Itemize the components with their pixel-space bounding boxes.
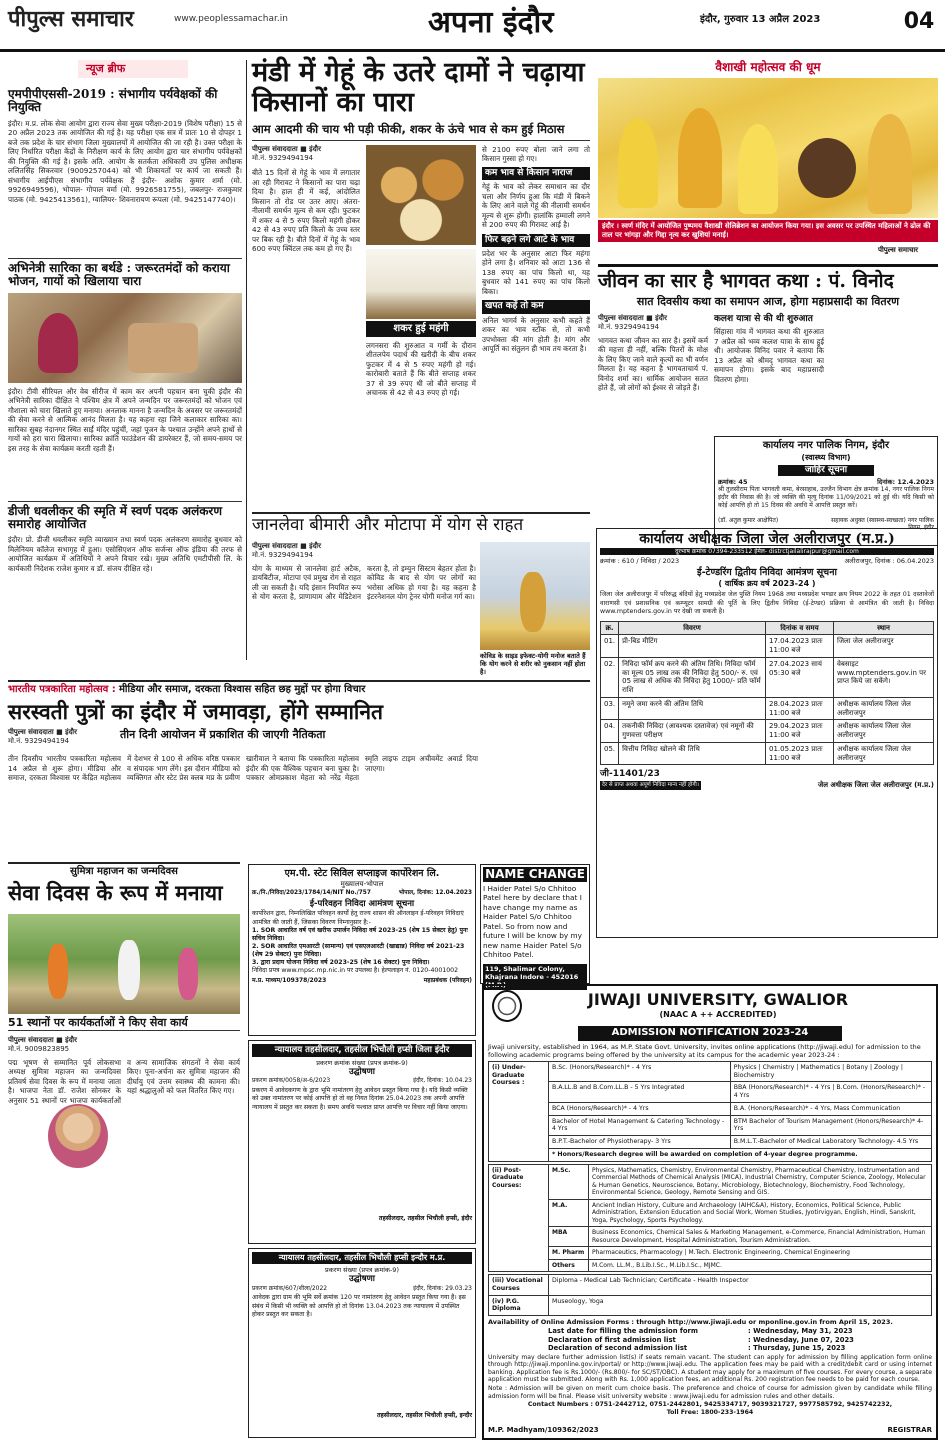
- brief-2-title: अभिनेत्री सारिका का बर्थडे : जरूरतमंदों को कराया भोजन, गायों को खिलाया चारा: [8, 258, 242, 289]
- sumitra-kicker: सुमित्रा महाजन का जन्मदिवस: [70, 866, 178, 877]
- bhagwat-sub-body: सिंहासा गांव में भागवत कथा की शुरुआत 7 अप्रैल को भव्य कलश यात्रा के साथ हुई थी। आयोजक विनिद पवार ने बताया कि 13 अप्रैल को श्रीमद् भागवत कथा का समापन होगा। इसके बाद महाप्रसादी वितरण होगा।: [714, 327, 824, 384]
- mandi-body-1: बीते 15 दिनों से गेहूं के भाव में लगातार आ रही गिरावट ने किसानों का पारा चढ़ा दिया है। हाल ही में कई, आंदोलित किसान तो रोड पर उतर आए। अंतरा-नीलामी समर्थन मूल्य से कम रही। फुटकर में शकर 4 से 5 रुपए किलो महंगी होकर 42 से 43 रुपए प्रति किलो के उच्च स्तर पर बिक रही है। बीते दिनों में गेहूं के भाव 600 रुपए क्विंटल तक कम हो गए हैं।: [252, 168, 360, 254]
- dateline: इंदौर, गुरुवार 13 अप्रैल 2023: [700, 14, 821, 25]
- bhichholi-2-form: प्रकरण संख्या (प्रपत्र क्रमांक-9): [325, 1266, 399, 1274]
- nagar-notice-sign-2: सहायक अधुक्त (स्वास्थ्य-स्वच्छता) नगर पालिक निगम, इंदौर: [831, 516, 934, 532]
- table-cell: Physics, Mathematics, Chemistry, Environmental Chemistry, Pharmaceutical Chemistry, Instrumentation and Commercial Methods of Chemical Analysis (MICA), Industrial Chemistry, Computer Science, Zoology, Molecular & Human Genetics, Neuroscience, Botany, Microbiology, Biotechnology, Biochemistry, Food Technology, Environmental Science, Geology, Remote Sensing and GIS.: [589, 1164, 932, 1199]
- mp-civil-footer-left: म.प्र. माध्यम/109378/2023: [252, 976, 327, 984]
- jiwaji-contact: Contact Numbers : 0751-2442712, 0751-2442801, 9425334717, 9039321727, 9977585792, 9425742232,: [527, 1401, 893, 1409]
- sumitra-mobile: मो.नं. 9009823895: [8, 1044, 70, 1053]
- patrakarita-kicker-rest: मीडिया और समाज, दरकता विश्वास सहित छह मुद्दों पर होगा विचार: [118, 684, 366, 695]
- table-cell: 17.04.2023 प्रातः 11:00 बजे: [766, 635, 834, 658]
- table-row: [489, 1247, 932, 1260]
- vaishakhi-photo: [598, 78, 938, 218]
- yoga-story: [252, 516, 590, 678]
- mp-civil-item-3: 3. द्वारा प्रदाय योजना निविदा वर्ष 2023-25 (शेष 16 सेक्टर) पुनः निविदा।: [252, 958, 430, 966]
- jail-tender-body: जिला जेल अलीराजपुर में परिरुद्ध बंदियों हेतु मध्यप्रदेश जेल पुस्ति नियम 1968 तथा मध्यप्रदेश भण्डार क्रय नियम 2022 के तहत 01 दस्तावेजों वाराणसी एवं प्रशासनिक एवं कम्प्यूटर सामग्री की पूर्ति के लिए द्वितीय निविदा (ई-टेण्डर) प्रक्रिया से आमंत्रित की जाती है। निविदा www.mptenders.gov.in पर देखी जा सकती है।: [600, 591, 934, 616]
- bhichholi-2-body: आवेदक द्वारा ग्राम की भूमि सर्वे क्रमांक 120 पर नामांतरण हेतु आवेदन प्रस्तुत किया गया है। इस संबंध में किसी भी व्यक्ति को आपत्ति हो तो दिनांक 13.04.2023 तक न्यायालय में उपस्थित होकर प्रस्तुत कर सकता है।: [252, 1294, 466, 1318]
- jiwaji-banner: ADMISSION NOTIFICATION 2023-24: [578, 1026, 842, 1041]
- bhichholi-2-date: इंदौर, दिनांक: 29.03.23: [413, 1284, 472, 1292]
- list-item: Last date for filling the admission form : Wednesday, May 31, 2023: [548, 1327, 853, 1336]
- table-cell: 28.04.2023 प्रातः 11:00 बजे: [766, 697, 834, 720]
- table-row: [601, 742, 934, 765]
- table-cell: जिला जेल अलीराजपुर: [834, 635, 934, 658]
- bhichholi-2-ref: प्रकरण क्रमांक/607/शीला/2022: [252, 1284, 328, 1292]
- mp-civil-title: एम.पी. स्टेट सिविल सप्लाइज कार्पोरेशन लि.: [284, 868, 440, 879]
- table-cell: अधीक्षक कार्यालय जिला जेल अलीराजपुर: [834, 742, 934, 765]
- mandi-story: [252, 58, 590, 508]
- sarika-photo: [8, 293, 242, 383]
- jiwaji-footer-left: M.P. Madhyam/109362/2023: [488, 1426, 599, 1435]
- nagar-notice-sign-1: (डाॅ. अतुल कुमार आक्षेपित): [718, 516, 779, 524]
- brief-1-body: इंदौर। म.प्र. लोक सेवा आयोग द्वारा राज्य सेवा मुख्य परीक्षा-2019 (विशेष परीक्षा) 15 से 20 अप्रैल 2023 तक आयोजित की गई है। यह परीक्षा एक सत्र में प्रातः 10 से दोपहर 1 बजे तक प्रदेश के चार संभाग जिला मुख्यालयों में आयोजित की जा रही है। उक्त परीक्षा के लिए निर्धारित परीक्षा केंद्रों के निरीक्षण कार्य के लिए आयोग द्वारा चार संभागीय पर्यवेक्षकों की नियुक्ति की गई है। इसके अति. आयोग के सतर्कता अधिकारी उप पुलिस अधीक्षक ललितसिंह सिकरवार (9009257044) को भी शिकायतों पर कार्य जा सकती हैं। संभागीय आईपीएस संभागीय पर्यवेक्षक हैं इंदौर- अशोक कुमार शर्मा (मो. 9926949596), भोपाल- गोपाल वर्मा (मो. 9926581755), जबलपुर- राजकुमार पाठक (मो. 9425413561), ग्वालियर- शिवनारायण रूपला (मो. 9425147740)।: [8, 118, 242, 204]
- jiwaji-dates: [548, 1327, 932, 1352]
- mandi-side-heading-3: खपत कहें तो कम: [482, 300, 590, 313]
- mp-civil-item-1: 1. SOR आधारित वर्ष एवं खरीफ उपार्जन निविदा वर्ष 2023-25 (शेष 15 सेक्टर हेतु) पुनः सचिव निविदा।: [252, 926, 468, 942]
- table-cell: निविदा फॉर्म क्रय करने की अंतिम तिथि। निविदा फॉर्म का मूल्य 05 लाख तक की निविदा हेतु 500/- रु. एवं 05 लाख से अधिक की निविदा हेतु 1000/- प्रति फॉर्म राशि: [619, 657, 766, 697]
- brief-2-body: इंदौर। टीवी सीरियल और वेब सीरीज में काम कर अपनी पहचान बना चुकी इंदौर की अभिनेत्री सारिका दीक्षित ने पश्चिम क्षेत्र में अपने जन्मदिन पर जरूरतमंदों को भोजन एवं गौशाला को चारा खिलाते हुए मनाया। अनलाक मानना है जन्मदिन के अवसर पर जरूरतमंदों की सेवा करने से आत्मिक आनंद मिलता है। यह कहना रहा जिने कलाकार सारिका का। सारिका सुबह नंदानगर स्थित साईं मंदिर पहुंचीं, जहां पूजन के पश्चात उन्होंने अपने हाथों से गायों को हरा चारा खिलाया। सारिका क्रांति फाउंडेशन की डायरेक्टर हैं, जो समय-समय पर इस तरह के सेवा कार्यक्रम करती रहती हैं।: [8, 386, 242, 453]
- mandi-side-body-2: प्रदेश भर के अनुसार आटा फिर महंगा होने लगा है। शनिवार को आटा 136 से 138 रुपए का पांच किलो था, यह बुधवार को 141 रुपए का पांच किलो बिका।: [482, 248, 590, 296]
- section-title: अपना इंदौर: [428, 5, 554, 40]
- masthead: [0, 0, 945, 52]
- table-cell: BCA (Honors/Research)* - 4 Yrs: [549, 1102, 731, 1115]
- vaishakhi-credit: पीपुल्स समाचार: [878, 246, 919, 254]
- mp-civil-footer-right: महाप्रबंधक (परिवहन): [423, 976, 472, 984]
- bhichholi-1-body: प्रकरण में आवेदकगण के द्वारा भूमि नामांतरण हेतु आवेदन प्रस्तुत किया गया है। यदि किसी व्यक्ति को उक्त नामांतरण पर कोई आपत्ति हो तो वह नियत दिनांक 25.04.2023 तक अपनी आपत्ति न्यायालय में प्रस्तुत कर सकता है। समय अवधि पश्चात प्राप्त आपत्ति पर विचार नहीं किया जाएगा।: [252, 1086, 468, 1111]
- jiwaji-ug-table: [488, 1061, 932, 1162]
- nagar-notice-date: दिनांक: 12.4.2023: [877, 477, 934, 486]
- mp-civil-body: कार्पोरेशन द्वारा, निम्नलिखित परिवहन कार्यों हेतु राज्य शासन की ऑनलाइन ई-परिवहन निविदाएं आमंत्रित की जाती हैं, जिसका विवरण निम्नानुसार है:-: [252, 910, 464, 926]
- bhagwat-mobile: मो.नं. 9329494194: [598, 322, 660, 331]
- bhichholi-2-sign: तहसीलदार, तहसील भिचौली हप्सी, इन्दौर: [377, 1412, 472, 1420]
- sumitra-body: पद्म भूषण से सम्मानित पूर्व लोकसभा अध्यक्ष सुमित्रा महाजन का जन्मदिवस प्रतिवर्ष सेवा दिवस के रूप में मनाया जाता है। भाजपा नेता डॉ. राजेश सोनकर के अनुसार 51 स्थानों पर भाजपा कार्यकर्ताओं व अन्य सामाजिक संगठनों ने सेवा कार्य किए। पूना-अर्चना कर सुमित्रा महाजन की दीर्घायु एवं उत्तम स्वास्थ्य की कामना की। यहां श्रद्धालुओं को फल वितरित किए गए।: [8, 1057, 240, 1105]
- column-rule: [246, 60, 247, 660]
- jiwaji-title: JIWAJI UNIVERSITY, GWALIOR: [587, 990, 849, 1009]
- table-row: [601, 697, 934, 720]
- patrakarita-inner-head: तीन दिनी आयोजन में प्रकाशित की जाएगी नैतिकता: [120, 728, 326, 741]
- jiwaji-tollfree: Toll Free: 1800-233-1964: [666, 1408, 754, 1416]
- jiwaji-availability: Availability of Online Admission Forms : through http://www.jiwaji.edu or mponline.gov.in from April 15, 2023.: [488, 1318, 893, 1326]
- bhichholi-2-title: न्यायालय तहसीलदार, तहसील भिचौली हप्सी इन्दौर म.प्र.: [252, 1252, 472, 1264]
- jail-tender-banner: ई-टेण्डरिंग द्वितीय निविदा आमंत्रण सूचना: [697, 567, 837, 579]
- sumitra-photo-caption: 51 स्थानों पर कार्यकर्ताओं ने किए सेवा कार्य: [8, 1016, 240, 1031]
- jiwaji-footer-right: REGISTRAR: [887, 1426, 932, 1435]
- name-change-title: NAME CHANGE: [483, 867, 587, 882]
- jail-tender-footer-ref: जी-11401/23: [600, 769, 660, 780]
- jail-tender-date: अलीराजपुर, दिनांक : 06.04.2023: [844, 557, 934, 566]
- nagar-notice-body: श्री तुलसीराम पिता भागवती कमा, बेरसाहाब, उज्जैन विभाग क्षेत्र क्रमांक 14, नगर पालिक निगम इंदौर की निवास की है। जो व्यक्ति की मृत्यु दिनांक 11/09/2021 को हुई थी। यदि किसी को कोई आपत्ति हो तो 15 दिवस की अवधि में आपत्ति प्रस्तुत करें।: [718, 485, 934, 510]
- news-brief-kicker: न्यूज ब्रीफ: [78, 60, 188, 78]
- bhagwat-subhead: सात दिवसीय कथा का समापन आज, होगा महाप्रसादी का वितरण: [636, 295, 900, 309]
- mandi-byline: पीपुल्स संवाददाता ■ इंदौर: [252, 144, 321, 153]
- mandi-mobile: मो.नं. 9329494194: [252, 153, 314, 162]
- name-change-body: I Haider Patel S/o Chhitoo Patel here by declare that I have change my name as Haider Patel S/o Chhitoo Patel. So from now and future I will be know by my new name Haider Patel S/o Chhitoo Patel.: [483, 884, 582, 960]
- jiwaji-pgd-value: Museology, Yoga: [549, 1295, 932, 1316]
- sumitra-headline: सेवा दिवस के रूप में मनाया: [8, 879, 223, 905]
- table-cell: वित्तीय निविदा खोलने की तिथि: [619, 742, 766, 765]
- patrakarita-headline: सरस्वती पुत्रों का इंदौर में जमावड़ा, होंगे सम्मानित: [8, 698, 383, 724]
- table-cell: BBA (Honors/Research)* - 4 Yrs | B.Com. (Honors/Research)* - 4 Yrs: [730, 1082, 931, 1103]
- patrakarita-byline: पीपुल्स संवाददाता ■ इंदौर: [8, 728, 77, 736]
- jail-table-header: विवरण: [619, 621, 766, 635]
- sumitra-portrait: [48, 1104, 108, 1168]
- jiwaji-voc-value: Diploma - Medical Lab Technician; Certificate - Health Inspector: [549, 1275, 932, 1296]
- table-cell: Bachelor of Hotel Management & Catering Technology - 4 Yrs: [549, 1115, 731, 1136]
- table-row: [601, 657, 934, 697]
- section-rule: [8, 680, 590, 682]
- table-cell: MBA: [549, 1227, 589, 1247]
- jiwaji-fee-note: University may declare further admission list(s) if seats remain vacant. The student can apply for admission by filling application form online through http://jiwaji.mponline.gov.in/portal/ or http://www.jiwaji.edu. The application fees may be paid with a credit/debit card or using internet banking. Application fee is Rs.1000/- (Rs.800/- for SC/ST/OBC). A student may apply for a maximum of five courses. For every course, a separate application must be submitted. Along with Rs. 1,000 application fees, an additional Rs. 200 registration fee needs to be paid for each course.: [488, 1353, 932, 1384]
- mandi-side-body-3: अनिल भागर्व के अनुसार कभी कहते हैं शकर का भाव स्टॉक से, तो कभी उपभोक्ता की मांग होती है। मांग और आपूर्ति का संतुलन ही भाव तय करता है।: [482, 315, 590, 354]
- table-row: [489, 1082, 932, 1103]
- jiwaji-intro: Jiwaji university, established in 1964, as M.P. State Govt. University, invites online applications (http://jiwaji.edu) for admission to the following academic programs being offered by the university at its campus for the academic year 2023-24 :: [488, 1042, 921, 1059]
- table-cell: Pharmaceutics, Pharmacology | M.Tech. Electronic Engineering, Chemical Engineering: [589, 1247, 932, 1260]
- bhagwat-story: [598, 264, 938, 532]
- table-row: [601, 720, 934, 743]
- table-cell: नमूने जमा करने की अंतिम तिथि: [619, 697, 766, 720]
- list-item: Declaration of first admission list : Wednesday, June 07, 2023: [548, 1335, 854, 1344]
- table-row: [601, 635, 934, 658]
- brief-3-body: इंदौर। प्रो. डीजी धवलीकर स्मृति व्याख्यान तथा स्वर्ण पदक अलंकरण समारोह बुधवार को मिलेनियम कॉलेज सभागृह में हुआ। एसोसिएशन ऑफ सर्जन्स ऑफ इंडिया की तरफ से आयोजित कार्यक्रम में अतिथियों ने अपने विचार रखे। मुख्य अतिथि एमटीपीसी लि. के कार्यकारी निदेशक राजेश कुमार व डॉ. संजय दीक्षित रहे।: [8, 535, 242, 573]
- jail-table-header: दिनांक व समय: [766, 621, 834, 635]
- table-row: [489, 1259, 932, 1272]
- table-cell: 01.05.2023 प्रातः 11:00 बजे: [766, 742, 834, 765]
- vaishakhi-caption: इंदौर । स्वर्ण मंदिर में आयोजित पुष्पमय वैशाखी सेलिब्रेशन का आयोजन किया गया। इस अवसर पर उपस्थित महिलाओं ने ढोल की ताल पर भांगड़ा और गिद्दा नृत्य कर खुशियां मनाई।: [598, 220, 938, 242]
- table-cell: Ancient Indian History, Culture and Archaeology (AIHC&A), History, Economics, Political Science, Public Administration, Extension Education and Social Work, Women Studies, Jyotirvigyan, English, Hindi, Sanskrit, Yoga, Psychology, Sports Psychology.: [589, 1199, 932, 1227]
- table-cell: अधीक्षक कार्यालय जिला जेल अलीराजपुर: [834, 697, 934, 720]
- table-cell: B.A.LL.B and B.Com.LL.B - 5 Yrs Integrated: [549, 1082, 731, 1103]
- table-cell: वेबसाइट www.mptenders.gov.in पर प्राप्त किये जा सकेंगे।: [834, 657, 934, 697]
- nagar-notice-title: कार्यालय नगर पालिक निगम, इंदौर: [762, 440, 890, 451]
- nagar-notice-ref: क्रमांक: 45: [718, 477, 748, 486]
- table-cell: M. Pharm: [549, 1247, 589, 1260]
- table-cell: अधीक्षक कार्यालय जिला जेल अलीराजपुर: [834, 720, 934, 743]
- mandi-subhead: आम आदमी की चाय भी पड़ी फीकी, शकर के ऊंचे भाव से कम हुई मिठास: [252, 122, 590, 140]
- section-rule: [252, 512, 590, 514]
- table-cell: B.M.L.T.-Bachelor of Medical Laboratory Technology- 4.5 Yrs: [730, 1136, 931, 1149]
- table-row: [489, 1199, 932, 1227]
- table-row: [489, 1227, 932, 1247]
- nagar-notice-banner: जाहिर सूचना: [778, 465, 874, 476]
- table-cell: 05.: [601, 742, 619, 765]
- bhichholi-1-date: इंदौर, दिनांक: 10.04.23: [413, 1077, 472, 1085]
- mp-civil-ref: क्र./नि./निविदा/2023/1784/14/NIT No./757: [252, 889, 371, 896]
- table-cell: 29.04.2023 प्रातः 11:00 बजे: [766, 720, 834, 743]
- table-cell: M.A.: [549, 1199, 589, 1227]
- table-cell: Physics | Chemistry | Mathematics | Botany | Zoology | Biochemistry: [730, 1061, 931, 1082]
- news-brief: [8, 60, 242, 660]
- patrakarita-kicker: भारतीय पत्रकारिता महोत्सव :: [8, 684, 116, 695]
- mandi-side-body-1: गेहूं के भाव को लेकर समाधान का दौर चला और निर्णय हुआ कि मंडी में बिकने के लिए आने वाले गेहूं की नीलामी समर्थन मूल्य से शुरू होगी। हालांकि हम्माली लगने से 200 रुपए की गिरावट आई है।: [482, 182, 590, 230]
- jiwaji-pg-table: [488, 1164, 932, 1273]
- bhichholi-2-banner: उद्घोषणा: [348, 1274, 375, 1285]
- patrakarita-story: [8, 684, 478, 860]
- jiwaji-note: Note : Admission will be given on merit cum choice basis. The preference and choice of course for admission given by candidate while filling admission form will be final. Please visit university website : www.jiwaji.edu for admission rules and other details.: [488, 1385, 932, 1400]
- table-cell: B.P.T.-Bachelor of Physiotherapy- 3 Yrs: [549, 1136, 731, 1149]
- jiwaji-other-table: [488, 1274, 932, 1316]
- brief-3-title: डीजी धवलीकर की स्मृति में स्वर्ण पदक अलंकरण समारोह आयोजित: [8, 501, 242, 532]
- jiwaji-ug-label: (i) Under-Graduate Courses :: [489, 1061, 549, 1161]
- list-item: Declaration of second admission list : Thursday, June 15, 2023: [548, 1344, 846, 1353]
- mp-civil-banner: ई-परिवहन निविदा आमंत्रण सूचना: [309, 898, 415, 909]
- mp-civil-tail: निविदा प्रपत्र www.mpsc.mp.nic.in पर उपलब्ध है। हेल्पलाइन नं. 0120-4001002: [252, 966, 459, 974]
- brand-logo: पीपुल्स समाचार: [8, 6, 134, 32]
- yoga-caption: कोविड के साइड इफेक्ट-योगी मनोज बताते हैं कि योग करने से शरीर को नुकसान नहीं होता है।: [480, 652, 586, 677]
- yoga-photo: [480, 542, 590, 650]
- vaishakhi-title: वैशाखी महोत्सव की धूम: [715, 60, 821, 74]
- jiwaji-pg-label: (ii) Post-Graduate Courses:: [489, 1164, 549, 1272]
- site-url[interactable]: www.peoplessamachar.in: [174, 14, 288, 24]
- sumitra-byline: पीपुल्स संवाददाता ■ इंदौर: [8, 1036, 77, 1044]
- bhichholi-1-sign: तहसीलदार, तहसील भिचौली हप्सी, इंदौर: [378, 1214, 472, 1222]
- bhagwat-byline: पीपुल्स संवाददाता ■ इंदौर: [598, 314, 667, 322]
- jail-tender-title: कार्यालय अधीक्षक जिला जेल अलीराजपुर (म.प्र.): [639, 531, 895, 547]
- photo-placeholder: [830, 314, 938, 434]
- name-change-address: 119, Shalimar Colony, Khajrana Indore - 452016 (M.P.): [483, 964, 587, 990]
- mandi-side-tail: से 2100 रुपए बोला जाने लगा तो किसान गुस्सा हो गए।: [482, 144, 590, 164]
- sugar-photo: [366, 249, 476, 319]
- brief-1-title: एमपीपीएससी-2019 : संभागीय पर्यवेक्षकों की नियुक्ति: [8, 86, 218, 115]
- mp-civil-date: भोपाल, दिनांक: 12.04.2023: [398, 889, 472, 896]
- mp-civil-notice: [248, 864, 476, 1036]
- mp-civil-item-2: 2. SOR आधारित एमआरटी (सामान्य) एवं एसएलआरटी (खाद्यान्न) निविदा वर्ष 2021-23 (शेष 29 सेक्टर) पुनः निविदा।: [252, 942, 465, 958]
- page-number: 04: [903, 9, 935, 34]
- table-cell: 04.: [601, 720, 619, 743]
- table-cell: 02.: [601, 657, 619, 697]
- jail-tender-banner-sub: ( वार्षिक क्रय वर्ष 2023-24 ): [718, 579, 816, 589]
- jail-tender-ref: क्रमांक : 610 / निविदा / 2023: [600, 557, 680, 566]
- sugar-photo-caption: शकर हुई महंगी: [366, 321, 476, 338]
- table-row: [489, 1102, 932, 1115]
- table-cell: B.A. (Honors/Research)* - 4 Yrs, Mass Communication: [730, 1102, 931, 1115]
- table-cell: तकनीकी निविदा (आवश्यक दस्तावेज) एवं नमूनों की गुणवत्ता परीक्षण: [619, 720, 766, 743]
- jiwaji-naac: (NAAC A ++ ACCREDITED): [659, 1010, 777, 1019]
- table-row: [489, 1136, 932, 1149]
- jiwaji-ug-note: * Honors/Research degree will be awarded on completion of 4-year degree programme.: [549, 1148, 932, 1161]
- jail-tender-footer-note: देर से प्राप्त अथवा अपूर्ण निविदा मान्य नहीं होगी।: [602, 781, 699, 788]
- jail-tender-sign: जेल अधीक्षक जिला जेल अलीराजपुर (म.प्र.): [818, 780, 934, 789]
- table-cell: प्री-बिड मीटिंग: [619, 635, 766, 658]
- bhagwat-headline: जीवन का सार है भागवत कथा : पं. विनोद: [598, 264, 938, 292]
- bhichholi-notice-2: [248, 1248, 476, 1438]
- table-row: [489, 1061, 932, 1082]
- jiwaji-emblem-icon: [492, 990, 522, 1022]
- jail-tender-notice: [596, 528, 938, 938]
- jail-table-header: क्र.: [601, 621, 619, 635]
- jail-tender-contact: दूरभाष क्रमांक 07394-233512 ईमेल- distrctjailalirajpur@gmail.com: [600, 548, 934, 556]
- table-cell: 27.04.2023 सायं 05:30 बजे: [766, 657, 834, 697]
- bhagwat-sub-heading: कलश यात्रा से की थी शुरुआत: [714, 314, 813, 324]
- yoga-byline: पीपुल्स संवाददाता ■ इंदौर: [252, 542, 321, 550]
- nagar-notice-dept: (स्वास्थ्य विभाग): [801, 452, 851, 462]
- mandi-body-2: लगनसरा की शुरुआत व गर्मी के दौरान शीतलपेय पदार्थ की खरीदी के बीच शकर फुटकर में 4 से 5 रुपए महंगी हो गई। कारोबारी बताते हैं कि बीते सप्ताह शकर 37 से 39 रुपए थी जो बीते सप्ताह में अचानक से 42 से 43 रुपए हो गई।: [366, 340, 476, 398]
- table-cell: B.Sc. (Honors/Research)* - 4 Yrs: [549, 1061, 731, 1082]
- patrakarita-body: तीन दिवसीय भारतीय पत्रकारिता महोत्सव 14 अप्रैल से शुरू होगा। मीडिया और समाज, दरकता विश्वास पर केंद्रित महोत्सव में देशभर से 100 से अधिक वरिष्ठ पत्रकार व संपादक भाग लेंगे। इस दौरान मीडिया को व्यक्तिगत और स्टेट प्रेस क्लब मप्र के प्रवीण खारीवाल ने बताया कि पत्रकारिता महोत्सव इंदौर की एक वैश्विक पहचान बना चुका है। पत्रकार ओमप्रकाश मेहता को नरेंद्र मेहता स्मृति लाइफ टाइम अचीवमेंट अवार्ड दिया जाएगा।: [8, 754, 478, 782]
- table-cell: Business Economics, Chemical Sales & Marketing Management, e-Commerce, Financial Administration, Human Resource Development, Hospital Administration, Tourism Administration.: [589, 1227, 932, 1247]
- bhichholi-1-form: प्रकरण क्रमांक संख्या (प्रपत्र क्रमांक-9): [316, 1058, 408, 1067]
- mandi-side-heading-2: फिर बढ़ने लगे आटे के भाव: [482, 234, 590, 247]
- grain-photo: [366, 145, 476, 245]
- bhichholi-1-banner: उद्घोषणा: [348, 1066, 375, 1077]
- vaishakhi-feature: [598, 60, 938, 260]
- bhagwat-body: भागवत कथा जीवन का सार है। इसमें कर्म की महत्ता ही नहीं, बल्कि पितरों के मोक्ष के लिए किए जाने वाले कृत्यों का भी वर्णन मिलता है। यह कहना है भागवताचार्य पं. विनोद शर्मा का। धार्मिक आयोजन सतत होते हैं, जो लोगों को ईश्वर से जोड़ते हैं।: [598, 335, 708, 392]
- table-cell: M.Com. LL.M., B.Lib.I.Sc., M.Lib.I.Sc., MJMC.: [589, 1259, 932, 1272]
- yoga-mobile: मो.नं. 9329494194: [252, 550, 314, 559]
- bhichholi-notice-1: [248, 1040, 476, 1244]
- jail-table-header: स्थान: [834, 621, 934, 635]
- section-rule: [8, 862, 240, 864]
- sumitra-photo: [8, 914, 240, 1014]
- table-row: [489, 1164, 932, 1199]
- yoga-headline: जानलेवा बीमारी और मोटापा में योग से राहत: [252, 515, 524, 535]
- table-cell: BTM Bachelor of Tourism Management (Honors/Research)* 4-Yrs: [730, 1115, 931, 1136]
- mandi-side-heading-1: कम भाव से किसान नाराज: [482, 167, 590, 180]
- sumitra-story: [8, 866, 240, 1438]
- table-cell: 03.: [601, 697, 619, 720]
- patrakarita-mobile: मो.नं. 9329494194: [8, 736, 70, 745]
- table-cell: Others: [549, 1259, 589, 1272]
- table-row: [489, 1115, 932, 1136]
- jiwaji-admission-notice: [482, 984, 938, 1440]
- bhichholi-1-ref: प्रकरण क्रमांक/0058/अ-6/2023: [252, 1077, 331, 1085]
- mandi-headline: मंडी में गेहूं के उतरे दामों ने चढ़ाया किसानों का पारा: [252, 57, 585, 119]
- yoga-body: योग के माध्यम से जानलेवा हार्ट अटैक, डायबिटीज, मोटापा एवं प्रमुख रोग से राहत ली जा सकती है। यदि इंसान नियमित रूप से योग करता है, प्राणायाम और मेडिटेशन करता है, तो इम्युन सिस्टम बेहतर होता है। कोविड के बाद से योग पर लोगों का भरोसा अधिक हो गया है। यह कहना है इंटरनेशनल योग ट्रेनर योगी मनोज गर्ग का।: [252, 563, 476, 601]
- jail-tender-table: [600, 621, 934, 766]
- mp-civil-hq: मुख्यालय-भोपाल: [340, 879, 384, 888]
- table-cell: M.Sc.: [549, 1164, 589, 1199]
- bhichholi-1-title: न्यायालय तहसीलदार, तहसील भिचौली हप्सी जिला इंदौर: [252, 1044, 472, 1057]
- table-cell: 01.: [601, 635, 619, 658]
- jiwaji-voc-label: (iii) Vocational Courses: [489, 1275, 549, 1296]
- jiwaji-pgd-label: (iv) P.G. Diploma: [489, 1295, 549, 1316]
- name-change-ad: [480, 864, 590, 990]
